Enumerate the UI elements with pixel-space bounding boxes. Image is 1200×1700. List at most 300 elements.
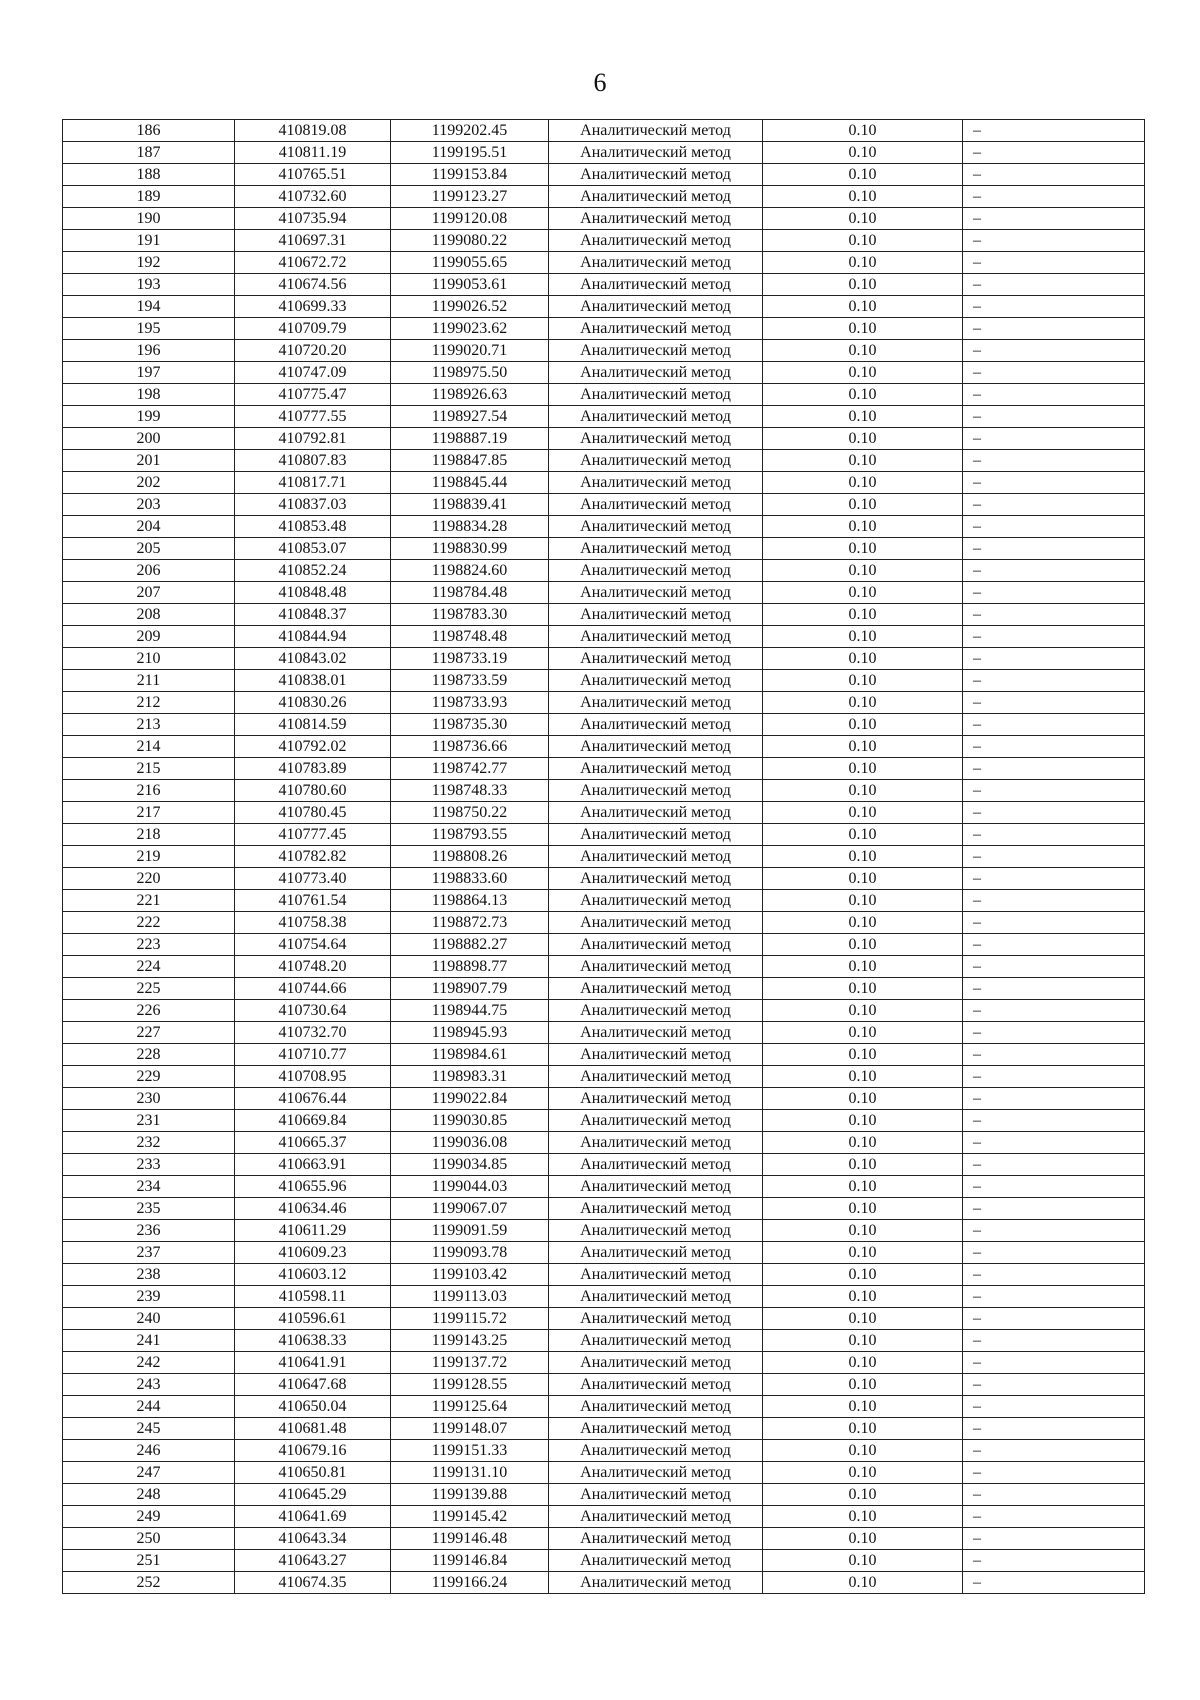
method-cell: Аналитический метод <box>549 1550 763 1572</box>
y-coordinate-cell: 1198975.50 <box>391 362 549 384</box>
accuracy-cell: 0.10 <box>763 538 963 560</box>
y-coordinate-cell: 1198833.60 <box>391 868 549 890</box>
description-cell: – <box>963 604 1145 626</box>
point-number-cell: 186 <box>63 120 235 142</box>
description-cell: – <box>963 494 1145 516</box>
point-number-cell: 206 <box>63 560 235 582</box>
y-coordinate-cell: 1199120.08 <box>391 208 549 230</box>
point-number-cell: 205 <box>63 538 235 560</box>
x-coordinate-cell: 410665.37 <box>235 1132 391 1154</box>
y-coordinate-cell: 1199026.52 <box>391 296 549 318</box>
x-coordinate-cell: 410807.83 <box>235 450 391 472</box>
x-coordinate-cell: 410780.60 <box>235 780 391 802</box>
description-cell: – <box>963 1044 1145 1066</box>
y-coordinate-cell: 1198733.93 <box>391 692 549 714</box>
description-cell: – <box>963 692 1145 714</box>
method-cell: Аналитический метод <box>549 1308 763 1330</box>
accuracy-cell: 0.10 <box>763 252 963 274</box>
table-row <box>63 1572 1145 1594</box>
method-cell: Аналитический метод <box>549 340 763 362</box>
accuracy-cell: 0.10 <box>763 362 963 384</box>
table-row <box>63 868 1145 890</box>
point-number-cell: 216 <box>63 780 235 802</box>
table-row <box>63 1088 1145 1110</box>
x-coordinate-cell: 410853.48 <box>235 516 391 538</box>
method-cell: Аналитический метод <box>549 384 763 406</box>
table-row <box>63 340 1145 362</box>
point-number-cell: 231 <box>63 1110 235 1132</box>
x-coordinate-cell: 410853.07 <box>235 538 391 560</box>
point-number-cell: 194 <box>63 296 235 318</box>
method-cell: Аналитический метод <box>549 1506 763 1528</box>
method-cell: Аналитический метод <box>549 692 763 714</box>
table-row <box>63 494 1145 516</box>
description-cell: – <box>963 1550 1145 1572</box>
x-coordinate-cell: 410598.11 <box>235 1286 391 1308</box>
description-cell: – <box>963 142 1145 164</box>
point-number-cell: 240 <box>63 1308 235 1330</box>
table-row <box>63 626 1145 648</box>
accuracy-cell: 0.10 <box>763 1022 963 1044</box>
x-coordinate-cell: 410645.29 <box>235 1484 391 1506</box>
accuracy-cell: 0.10 <box>763 1418 963 1440</box>
x-coordinate-cell: 410655.96 <box>235 1176 391 1198</box>
point-number-cell: 224 <box>63 956 235 978</box>
y-coordinate-cell: 1199023.62 <box>391 318 549 340</box>
description-cell: – <box>963 164 1145 186</box>
table-row <box>63 472 1145 494</box>
point-number-cell: 225 <box>63 978 235 1000</box>
description-cell: – <box>963 868 1145 890</box>
y-coordinate-cell: 1198784.48 <box>391 582 549 604</box>
accuracy-cell: 0.10 <box>763 164 963 186</box>
description-cell: – <box>963 1242 1145 1264</box>
table-row <box>63 120 1145 142</box>
accuracy-cell: 0.10 <box>763 1286 963 1308</box>
description-cell: – <box>963 780 1145 802</box>
y-coordinate-cell: 1198847.85 <box>391 450 549 472</box>
accuracy-cell: 0.10 <box>763 670 963 692</box>
x-coordinate-cell: 410780.45 <box>235 802 391 824</box>
y-coordinate-cell: 1199020.71 <box>391 340 549 362</box>
accuracy-cell: 0.10 <box>763 1528 963 1550</box>
x-coordinate-cell: 410609.23 <box>235 1242 391 1264</box>
table-row <box>63 1242 1145 1264</box>
table-row <box>63 1308 1145 1330</box>
x-coordinate-cell: 410754.64 <box>235 934 391 956</box>
y-coordinate-cell: 1199145.42 <box>391 1506 549 1528</box>
description-cell: – <box>963 560 1145 582</box>
description-cell: – <box>963 208 1145 230</box>
y-coordinate-cell: 1199113.03 <box>391 1286 549 1308</box>
x-coordinate-cell: 410709.79 <box>235 318 391 340</box>
accuracy-cell: 0.10 <box>763 1308 963 1330</box>
accuracy-cell: 0.10 <box>763 648 963 670</box>
y-coordinate-cell: 1199115.72 <box>391 1308 549 1330</box>
x-coordinate-cell: 410650.81 <box>235 1462 391 1484</box>
y-coordinate-cell: 1198845.44 <box>391 472 549 494</box>
table-row <box>63 846 1145 868</box>
x-coordinate-cell: 410777.45 <box>235 824 391 846</box>
y-coordinate-cell: 1198927.54 <box>391 406 549 428</box>
y-coordinate-cell: 1198882.27 <box>391 934 549 956</box>
table-row <box>63 1440 1145 1462</box>
description-cell: – <box>963 1022 1145 1044</box>
description-cell: – <box>963 1066 1145 1088</box>
accuracy-cell: 0.10 <box>763 846 963 868</box>
y-coordinate-cell: 1198834.28 <box>391 516 549 538</box>
y-coordinate-cell: 1199080.22 <box>391 230 549 252</box>
method-cell: Аналитический метод <box>549 582 763 604</box>
method-cell: Аналитический метод <box>549 868 763 890</box>
point-number-cell: 223 <box>63 934 235 956</box>
accuracy-cell: 0.10 <box>763 956 963 978</box>
point-number-cell: 195 <box>63 318 235 340</box>
accuracy-cell: 0.10 <box>763 208 963 230</box>
x-coordinate-cell: 410603.12 <box>235 1264 391 1286</box>
table-row <box>63 1550 1145 1572</box>
y-coordinate-cell: 1198808.26 <box>391 846 549 868</box>
x-coordinate-cell: 410837.03 <box>235 494 391 516</box>
point-number-cell: 222 <box>63 912 235 934</box>
table-row <box>63 362 1145 384</box>
point-number-cell: 188 <box>63 164 235 186</box>
method-cell: Аналитический метод <box>549 1044 763 1066</box>
table-row <box>63 296 1145 318</box>
description-cell: – <box>963 472 1145 494</box>
description-cell: – <box>963 714 1145 736</box>
description-cell: – <box>963 1132 1145 1154</box>
description-cell: – <box>963 1088 1145 1110</box>
y-coordinate-cell: 1199125.64 <box>391 1396 549 1418</box>
point-number-cell: 232 <box>63 1132 235 1154</box>
y-coordinate-cell: 1198736.66 <box>391 736 549 758</box>
point-number-cell: 208 <box>63 604 235 626</box>
method-cell: Аналитический метод <box>549 1484 763 1506</box>
x-coordinate-cell: 410611.29 <box>235 1220 391 1242</box>
x-coordinate-cell: 410596.61 <box>235 1308 391 1330</box>
table-row <box>63 1220 1145 1242</box>
method-cell: Аналитический метод <box>549 1418 763 1440</box>
accuracy-cell: 0.10 <box>763 626 963 648</box>
table-row <box>63 1044 1145 1066</box>
point-number-cell: 242 <box>63 1352 235 1374</box>
accuracy-cell: 0.10 <box>763 1352 963 1374</box>
description-cell: – <box>963 428 1145 450</box>
y-coordinate-cell: 1199153.84 <box>391 164 549 186</box>
description-cell: – <box>963 1308 1145 1330</box>
description-cell: – <box>963 1396 1145 1418</box>
point-number-cell: 219 <box>63 846 235 868</box>
x-coordinate-cell: 410643.34 <box>235 1528 391 1550</box>
x-coordinate-cell: 410669.84 <box>235 1110 391 1132</box>
description-cell: – <box>963 1154 1145 1176</box>
y-coordinate-cell: 1199103.42 <box>391 1264 549 1286</box>
accuracy-cell: 0.10 <box>763 230 963 252</box>
point-number-cell: 252 <box>63 1572 235 1594</box>
coordinates-table <box>62 119 1145 1594</box>
point-number-cell: 229 <box>63 1066 235 1088</box>
description-cell: – <box>963 978 1145 1000</box>
description-cell: – <box>963 274 1145 296</box>
x-coordinate-cell: 410844.94 <box>235 626 391 648</box>
description-cell: – <box>963 956 1145 978</box>
table-row <box>63 648 1145 670</box>
description-cell: – <box>963 340 1145 362</box>
table-row <box>63 208 1145 230</box>
method-cell: Аналитический метод <box>549 670 763 692</box>
method-cell: Аналитический метод <box>549 120 763 142</box>
x-coordinate-cell: 410817.71 <box>235 472 391 494</box>
method-cell: Аналитический метод <box>549 714 763 736</box>
point-number-cell: 187 <box>63 142 235 164</box>
method-cell: Аналитический метод <box>549 824 763 846</box>
point-number-cell: 247 <box>63 1462 235 1484</box>
accuracy-cell: 0.10 <box>763 780 963 802</box>
description-cell: – <box>963 582 1145 604</box>
table-row <box>63 406 1145 428</box>
accuracy-cell: 0.10 <box>763 450 963 472</box>
x-coordinate-cell: 410681.48 <box>235 1418 391 1440</box>
accuracy-cell: 0.10 <box>763 1484 963 1506</box>
method-cell: Аналитический метод <box>549 1198 763 1220</box>
accuracy-cell: 0.10 <box>763 1176 963 1198</box>
point-number-cell: 228 <box>63 1044 235 1066</box>
accuracy-cell: 0.10 <box>763 1506 963 1528</box>
table-row <box>63 450 1145 472</box>
method-cell: Аналитический метод <box>549 1110 763 1132</box>
method-cell: Аналитический метод <box>549 1396 763 1418</box>
point-number-cell: 248 <box>63 1484 235 1506</box>
x-coordinate-cell: 410674.35 <box>235 1572 391 1594</box>
method-cell: Аналитический метод <box>549 1286 763 1308</box>
point-number-cell: 226 <box>63 1000 235 1022</box>
table-row <box>63 582 1145 604</box>
x-coordinate-cell: 410679.16 <box>235 1440 391 1462</box>
method-cell: Аналитический метод <box>549 472 763 494</box>
accuracy-cell: 0.10 <box>763 384 963 406</box>
description-cell: – <box>963 120 1145 142</box>
table-row <box>63 978 1145 1000</box>
table-row <box>63 318 1145 340</box>
y-coordinate-cell: 1198872.73 <box>391 912 549 934</box>
description-cell: – <box>963 846 1145 868</box>
x-coordinate-cell: 410848.48 <box>235 582 391 604</box>
x-coordinate-cell: 410710.77 <box>235 1044 391 1066</box>
table-row <box>63 1264 1145 1286</box>
method-cell: Аналитический метод <box>549 538 763 560</box>
method-cell: Аналитический метод <box>549 318 763 340</box>
table-row <box>63 802 1145 824</box>
table-row <box>63 824 1145 846</box>
accuracy-cell: 0.10 <box>763 428 963 450</box>
x-coordinate-cell: 410747.09 <box>235 362 391 384</box>
y-coordinate-cell: 1198945.93 <box>391 1022 549 1044</box>
description-cell: – <box>963 252 1145 274</box>
accuracy-cell: 0.10 <box>763 802 963 824</box>
y-coordinate-cell: 1198830.99 <box>391 538 549 560</box>
y-coordinate-cell: 1199067.07 <box>391 1198 549 1220</box>
description-cell: – <box>963 736 1145 758</box>
x-coordinate-cell: 410735.94 <box>235 208 391 230</box>
point-number-cell: 196 <box>63 340 235 362</box>
method-cell: Аналитический метод <box>549 450 763 472</box>
method-cell: Аналитический метод <box>549 1352 763 1374</box>
x-coordinate-cell: 410792.81 <box>235 428 391 450</box>
method-cell: Аналитический метод <box>549 208 763 230</box>
method-cell: Аналитический метод <box>549 1330 763 1352</box>
point-number-cell: 237 <box>63 1242 235 1264</box>
point-number-cell: 238 <box>63 1264 235 1286</box>
y-coordinate-cell: 1198750.22 <box>391 802 549 824</box>
point-number-cell: 218 <box>63 824 235 846</box>
description-cell: – <box>963 934 1145 956</box>
point-number-cell: 217 <box>63 802 235 824</box>
description-cell: – <box>963 318 1145 340</box>
accuracy-cell: 0.10 <box>763 1572 963 1594</box>
accuracy-cell: 0.10 <box>763 714 963 736</box>
method-cell: Аналитический метод <box>549 1242 763 1264</box>
description-cell: – <box>963 384 1145 406</box>
method-cell: Аналитический метод <box>549 516 763 538</box>
method-cell: Аналитический метод <box>549 758 763 780</box>
y-coordinate-cell: 1198733.19 <box>391 648 549 670</box>
accuracy-cell: 0.10 <box>763 890 963 912</box>
point-number-cell: 244 <box>63 1396 235 1418</box>
accuracy-cell: 0.10 <box>763 692 963 714</box>
description-cell: – <box>963 1198 1145 1220</box>
point-number-cell: 236 <box>63 1220 235 1242</box>
accuracy-cell: 0.10 <box>763 1066 963 1088</box>
accuracy-cell: 0.10 <box>763 1462 963 1484</box>
table-row <box>63 1352 1145 1374</box>
y-coordinate-cell: 1199143.25 <box>391 1330 549 1352</box>
accuracy-cell: 0.10 <box>763 1264 963 1286</box>
x-coordinate-cell: 410638.33 <box>235 1330 391 1352</box>
accuracy-cell: 0.10 <box>763 406 963 428</box>
method-cell: Аналитический метод <box>549 1132 763 1154</box>
y-coordinate-cell: 1199202.45 <box>391 120 549 142</box>
method-cell: Аналитический метод <box>549 142 763 164</box>
description-cell: – <box>963 1484 1145 1506</box>
method-cell: Аналитический метод <box>549 186 763 208</box>
table-row <box>63 1176 1145 1198</box>
table-row <box>63 736 1145 758</box>
point-number-cell: 239 <box>63 1286 235 1308</box>
x-coordinate-cell: 410641.91 <box>235 1352 391 1374</box>
accuracy-cell: 0.10 <box>763 1242 963 1264</box>
point-number-cell: 234 <box>63 1176 235 1198</box>
point-number-cell: 203 <box>63 494 235 516</box>
x-coordinate-cell: 410773.40 <box>235 868 391 890</box>
table-row <box>63 670 1145 692</box>
description-cell: – <box>963 1264 1145 1286</box>
x-coordinate-cell: 410814.59 <box>235 714 391 736</box>
point-number-cell: 190 <box>63 208 235 230</box>
y-coordinate-cell: 1198983.31 <box>391 1066 549 1088</box>
point-number-cell: 251 <box>63 1550 235 1572</box>
method-cell: Аналитический метод <box>549 362 763 384</box>
point-number-cell: 220 <box>63 868 235 890</box>
y-coordinate-cell: 1199128.55 <box>391 1374 549 1396</box>
description-cell: – <box>963 1440 1145 1462</box>
table-row <box>63 1022 1145 1044</box>
accuracy-cell: 0.10 <box>763 1396 963 1418</box>
point-number-cell: 192 <box>63 252 235 274</box>
description-cell: – <box>963 450 1145 472</box>
y-coordinate-cell: 1198864.13 <box>391 890 549 912</box>
point-number-cell: 233 <box>63 1154 235 1176</box>
description-cell: – <box>963 1462 1145 1484</box>
x-coordinate-cell: 410748.20 <box>235 956 391 978</box>
y-coordinate-cell: 1198793.55 <box>391 824 549 846</box>
accuracy-cell: 0.10 <box>763 296 963 318</box>
x-coordinate-cell: 410697.31 <box>235 230 391 252</box>
table-row <box>63 142 1145 164</box>
point-number-cell: 189 <box>63 186 235 208</box>
y-coordinate-cell: 1198944.75 <box>391 1000 549 1022</box>
accuracy-cell: 0.10 <box>763 560 963 582</box>
description-cell: – <box>963 670 1145 692</box>
description-cell: – <box>963 890 1145 912</box>
method-cell: Аналитический метод <box>549 846 763 868</box>
point-number-cell: 198 <box>63 384 235 406</box>
table-row <box>63 1484 1145 1506</box>
x-coordinate-cell: 410676.44 <box>235 1088 391 1110</box>
method-cell: Аналитический метод <box>549 1220 763 1242</box>
description-cell: – <box>963 1352 1145 1374</box>
method-cell: Аналитический метод <box>549 802 763 824</box>
y-coordinate-cell: 1199146.48 <box>391 1528 549 1550</box>
method-cell: Аналитический метод <box>549 1528 763 1550</box>
accuracy-cell: 0.10 <box>763 1440 963 1462</box>
accuracy-cell: 0.10 <box>763 1220 963 1242</box>
y-coordinate-cell: 1199030.85 <box>391 1110 549 1132</box>
table-row <box>63 384 1145 406</box>
point-number-cell: 215 <box>63 758 235 780</box>
x-coordinate-cell: 410730.64 <box>235 1000 391 1022</box>
y-coordinate-cell: 1199036.08 <box>391 1132 549 1154</box>
accuracy-cell: 0.10 <box>763 472 963 494</box>
accuracy-cell: 0.10 <box>763 494 963 516</box>
description-cell: – <box>963 186 1145 208</box>
point-number-cell: 210 <box>63 648 235 670</box>
method-cell: Аналитический метод <box>549 1000 763 1022</box>
x-coordinate-cell: 410792.02 <box>235 736 391 758</box>
method-cell: Аналитический метод <box>549 648 763 670</box>
description-cell: – <box>963 1176 1145 1198</box>
method-cell: Аналитический метод <box>549 560 763 582</box>
point-number-cell: 199 <box>63 406 235 428</box>
accuracy-cell: 0.10 <box>763 516 963 538</box>
y-coordinate-cell: 1199137.72 <box>391 1352 549 1374</box>
x-coordinate-cell: 410830.26 <box>235 692 391 714</box>
table-row <box>63 1286 1145 1308</box>
point-number-cell: 249 <box>63 1506 235 1528</box>
point-number-cell: 197 <box>63 362 235 384</box>
description-cell: – <box>963 824 1145 846</box>
accuracy-cell: 0.10 <box>763 1550 963 1572</box>
accuracy-cell: 0.10 <box>763 978 963 1000</box>
y-coordinate-cell: 1198735.30 <box>391 714 549 736</box>
point-number-cell: 241 <box>63 1330 235 1352</box>
description-cell: – <box>963 1000 1145 1022</box>
y-coordinate-cell: 1199034.85 <box>391 1154 549 1176</box>
description-cell: – <box>963 362 1145 384</box>
method-cell: Аналитический метод <box>549 1088 763 1110</box>
x-coordinate-cell: 410819.08 <box>235 120 391 142</box>
accuracy-cell: 0.10 <box>763 1154 963 1176</box>
